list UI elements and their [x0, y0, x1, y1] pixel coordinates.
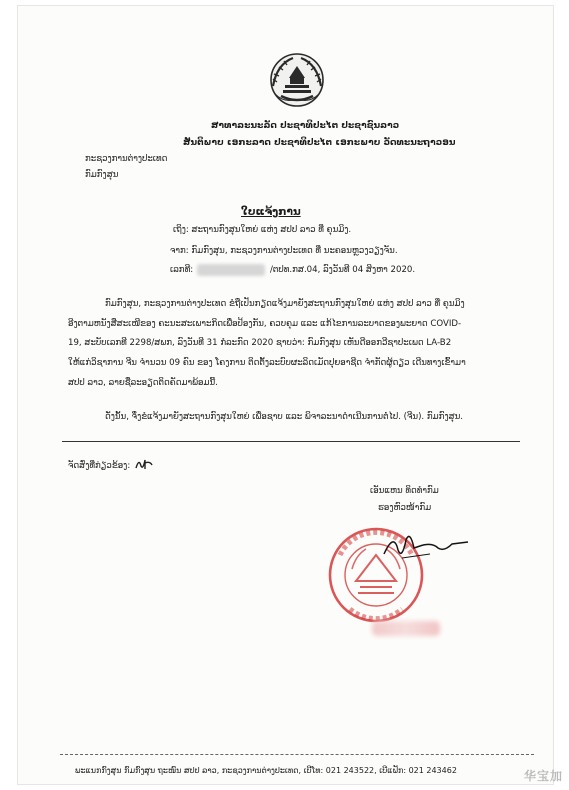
- lao-emblem-icon: [263, 52, 331, 108]
- signature-icon: [380, 528, 472, 562]
- body-line-2: ອີງຕາມຫນັງສືສະເໜີຂອງ ຄະນະສະເພາະກິດເພື່ອປ້ອງກັນ, ຄວບຄຸມ ແລະ ແກ້ໄຂການລະບາດຂອງພະຍາດ COVID-: [68, 319, 462, 329]
- signatory-title: ຮອງຫົວໜ້າກົມ: [378, 503, 432, 513]
- ref-label: ເລກທີ:: [170, 265, 194, 275]
- sender-ministry: ກະຊວງການຕ່າງປະເທດ: [85, 154, 168, 164]
- header-line-2: ສັນຕິພາບ ເອກະລາດ ປະຊາທິປະໄຕ ເອກະພາບ ວັດທະນະຖາວອນ: [183, 138, 456, 148]
- body-line-5: ສປປ ລາວ, ລາຍຊື່ລະອຽດຕິດຄັດມາພ້ອມນີ້.: [68, 378, 218, 388]
- footer-contact: ພະແນກກົງສຸນ ກົມກົງສຸນ ຖະໜົນ ສປປ ລາວ, ກະຊວງການຕ່າງປະເທດ, ເບີໂທ: 021 243522, ເບີແຟັກ: 021 243462: [75, 766, 457, 775]
- handwritten-mark-icon: [133, 454, 155, 472]
- to-line: ເຖິງ: ສະຖານກົງສຸນໃຫຍ່ ແຫ່ງ ສປປ ລາວ ທີ່ ຄຸນມິງ.: [173, 225, 352, 235]
- watermark-label: 华宝加: [523, 769, 563, 783]
- redacted-signature-label: [372, 621, 440, 636]
- copy-to-label: ຈັດສົ່ງທີ່ກ່ຽວຂ້ອງ:: [68, 461, 131, 471]
- body-line-1: ກົມກົງສຸນ, ກະຊວງການຕ່າງປະເທດ ຂໍຖືເປັນກຽດແຈ້ງມາຍັງສະຖານກົງສຸນໃຫຍ່ ແຫ່ງ ສປປ ລາວ ທີ່ ຄຸນມິງ: [105, 299, 465, 309]
- body-line-3: 19, ສະບັບເລກທີ 2298/ສພກ, ລົງວັນທີ 31 ກໍລະກົດ 2020 ຊາບວ່າ: ກົມກົງສຸນ ເຫັນດີອອກວີຊາປະເພດ LA-B2: [68, 338, 452, 348]
- body-line-4: ໃຫ້ແກ່ວິຊາການ ຈີນ ຈຳນວນ 09 ຄົນ ຂອງ ໂຄງການ ຕິດຕັ້ງລະບົບຜະລິດເມັດປຸຍອາຊີດ ຈຳກັດຜູ້ດຽວ ເດີນທາງເຂົ້າມາ: [68, 358, 466, 368]
- divider: [62, 441, 520, 442]
- header-line-1: ສາທາລະນະລັດ ປະຊາທິປະໄຕ ປະຊາຊົນລາວ: [211, 121, 400, 131]
- ref-line: /ຕປທ.ກສ.04, ລົງວັນທີ 04 ສິງຫາ 2020.: [270, 265, 416, 275]
- closing-line: ດັ່ງນັ້ນ, ຈຶ່ງຂໍແຈ້ງມາຍັງສະຖານກົງສຸນໃຫຍ່ ເພື່ອຊາບ ແລະ ພິຈາລະນາດຳເນີນການຕໍ່ໄປ. (ຈີນ). ກົມກົງສຸນ.: [105, 412, 464, 422]
- signatory-name: ເອັນແຫນ ທິດທຳກົມ: [370, 486, 439, 496]
- document-title: ໃບແຈ້ງການ: [241, 206, 301, 218]
- footer-divider: [60, 754, 534, 755]
- sender-department: ກົມກົງສຸນ: [85, 170, 119, 180]
- from-line: ຈາກ: ກົມກົງສຸນ, ກະຊວງການຕ່າງປະເທດ ທີ່ ນະຄອນຫຼວງວຽງຈັນ.: [170, 246, 398, 256]
- redacted-reference-number: [197, 264, 265, 276]
